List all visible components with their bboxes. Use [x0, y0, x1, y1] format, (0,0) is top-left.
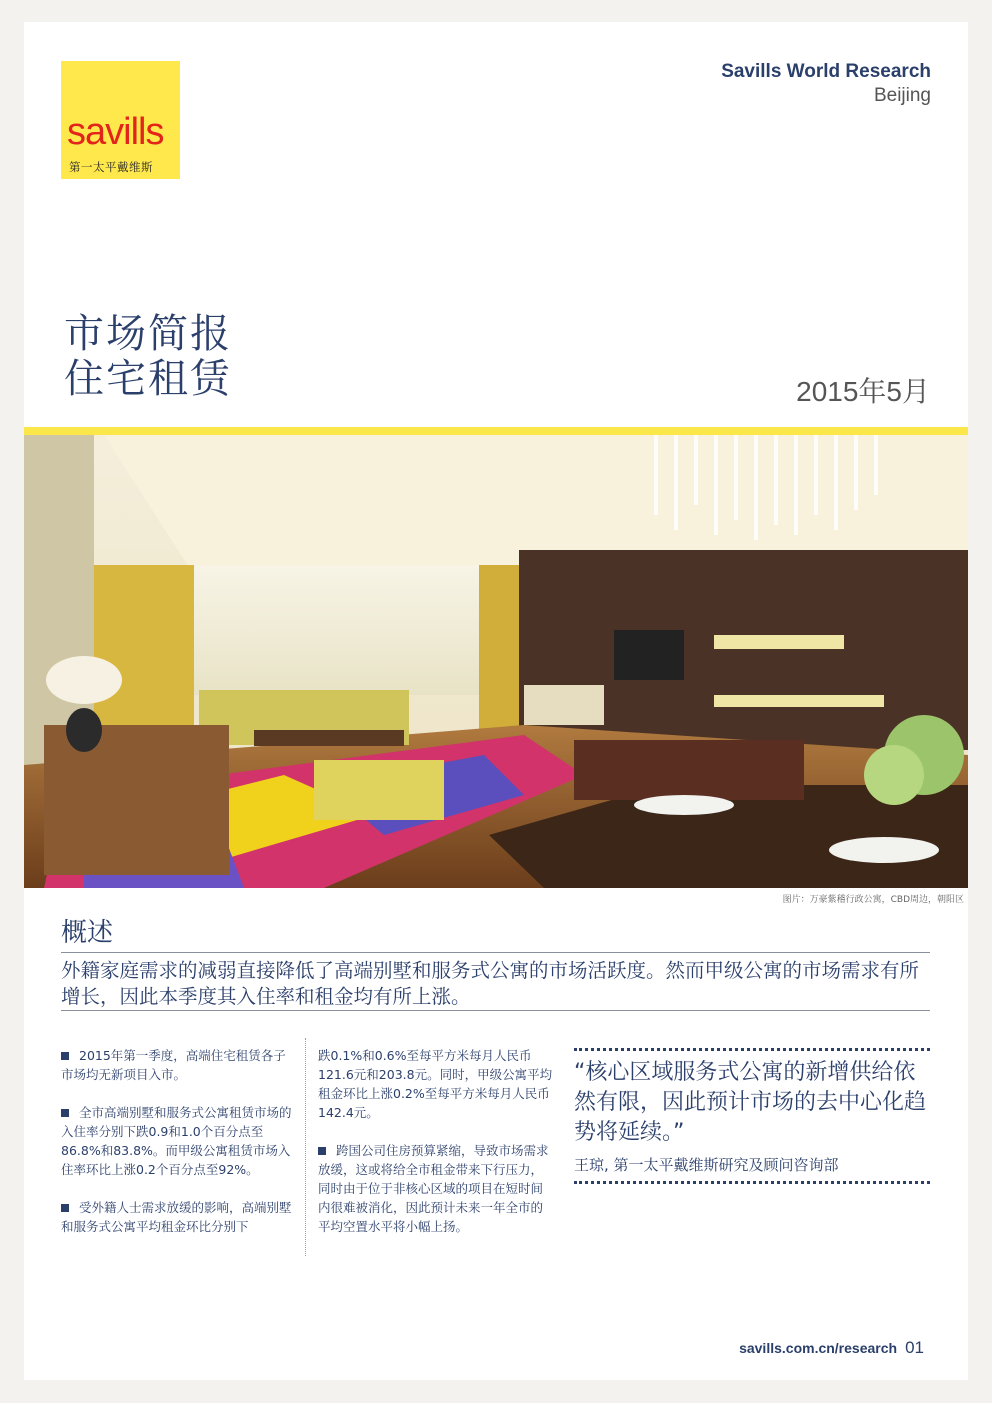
pull-quote: “核心区域服务式公寓的新增供给依然有限，因此预计市场的去中心化趋势将延续。”	[574, 1060, 927, 1145]
logo-chinese-name: 第一太平戴维斯	[69, 160, 153, 174]
bullet-item: 全市高端别墅和服务式公寓租赁市场的入住率分别下跌0.9和1.0个百分点至86.8%和83.8%。而甲级公寓租赁市场入住率环比上涨0.2个百分点至92%。	[61, 1105, 292, 1177]
bullets-column-2	[318, 1046, 554, 1255]
photo-caption: 图片：万豪紫稽行政公寓，CBD周边，朝阳区	[782, 895, 964, 905]
brand-city: Beijing	[873, 85, 931, 106]
bullet-item: 受外籍人士需求放缓的影响，高端别墅和服务式公寓平均租金环比分别下	[61, 1200, 292, 1234]
report-date: 2015年5月	[796, 376, 930, 407]
brand-title: Savills World Research	[721, 61, 931, 82]
page-footer	[739, 1338, 924, 1358]
overview-bottom-rule	[61, 1010, 930, 1011]
report-title-line2: 住宅租赁	[64, 356, 232, 402]
overview-summary: 外籍家庭需求的减弱直接降低了高端别墅和服务式公寓的市场活跃度。然而甲级公寓的市场需求有所增长，因此本季度其入住率和租金均有所上涨。	[61, 959, 920, 1008]
square-bullet-icon	[61, 1052, 69, 1060]
bullets-column-1	[61, 1046, 297, 1255]
savills-logo	[61, 61, 180, 179]
brand-header	[721, 60, 931, 108]
report-title	[64, 312, 232, 402]
footer-url[interactable]: savills.com.cn/research	[739, 1340, 898, 1356]
square-bullet-icon	[318, 1147, 326, 1155]
report-title-line1: 市场简报	[64, 311, 232, 357]
logo-wordmark: savills	[67, 111, 164, 153]
bullet-item: 跨国公司住房预算紧缩，导致市场需求放缓，这或将给全市租金带来下行压力，同时由于位于非核心区域的项目在短时间内很难被消化，因此预计未来一年全市的平均空置水平将小幅上扬。	[318, 1143, 549, 1234]
living-room-illustration	[24, 435, 968, 888]
square-bullet-icon	[61, 1109, 69, 1117]
overview-top-rule	[61, 952, 930, 953]
column-divider	[305, 1038, 306, 1256]
quote-bottom-dots	[574, 1181, 930, 1184]
quote-top-dots	[574, 1048, 930, 1051]
quote-author: 王琼, 第一太平戴维斯研究及顾问咨询部	[574, 1156, 839, 1174]
hero-photo	[24, 435, 968, 888]
square-bullet-icon	[61, 1204, 69, 1212]
page-number: 01	[905, 1338, 924, 1357]
overview-heading: 概述	[61, 918, 114, 948]
bullet-continuation: 跌0.1%和0.6%至每平方米每月人民币121.6元和203.8元。同时，甲级公寓平均租金环比上涨0.2%至每平方米每月人民币142.4元。	[318, 1048, 553, 1120]
report-page	[24, 22, 968, 1380]
bullet-item: 2015年第一季度，高端住宅租赁各子市场均无新项目入市。	[61, 1048, 286, 1082]
yellow-divider	[24, 427, 968, 435]
